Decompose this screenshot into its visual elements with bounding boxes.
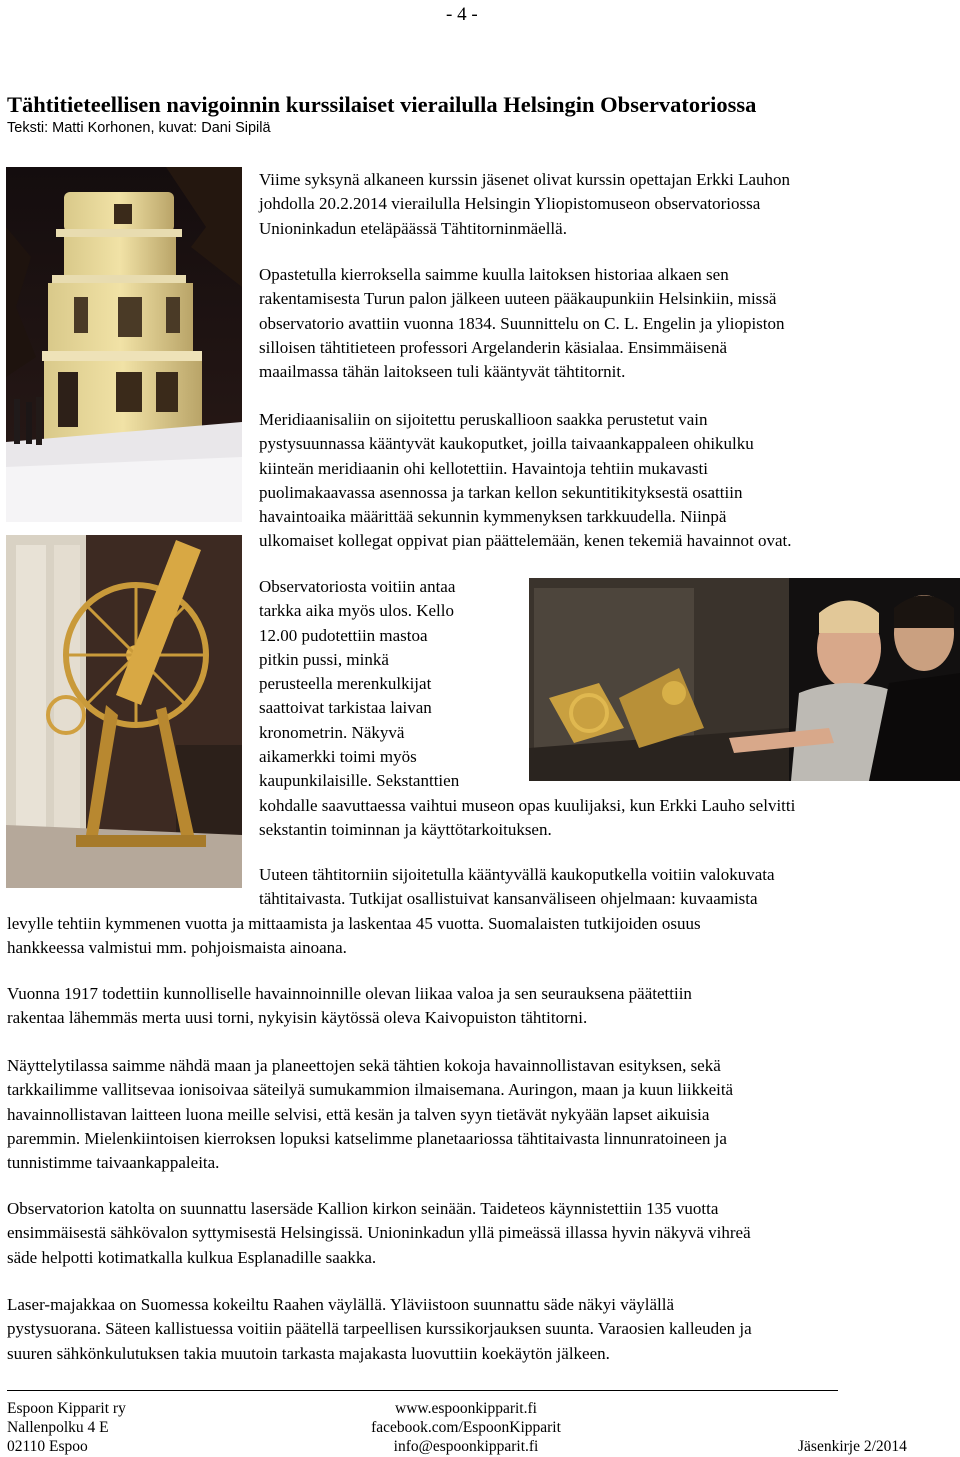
paragraph-4-line: perusteella merenkulkijat — [259, 674, 432, 694]
brass-telescope-photo — [6, 535, 242, 888]
paragraph-3-line: kiinteän meridiaanin ohi kellotettiin. Havaintoja tehtiin mukavasti — [259, 458, 708, 478]
paragraph-4-line: sekstantin toiminnan ja käyttötarkoituksen. — [259, 819, 552, 839]
paragraph-9-line: Laser-majakkaa on Suomessa kokeiltu Raahen väylällä. Yläviistoon suunnattu säde näkyi väylällä — [7, 1295, 675, 1314]
footer-address — [7, 1399, 126, 1456]
paragraph-1-line: Viime syksynä alkaneen kurssin jäsenet olivat kurssin opettajan Erkki Lauhon — [259, 170, 791, 189]
paragraph-1-line: johdolla 20.2.2014 vierailulla Helsingin Yliopistomuseon observatoriossa — [259, 194, 761, 214]
paragraph-6-line: Vuonna 1917 todettiin kunnolliselle havainnoinnille olevan liikaa valoa ja sen seurauksena päätettiin — [7, 984, 692, 1003]
paragraph-8-line: Observatorion katolta on suunnattu lasersäde Kallion kirkon seinään. Taideteos käynnistettiin 135 vuotta — [7, 1199, 719, 1218]
paragraph-5-line: hankkeessa valmistui mm. pohjoismaista ainoana. — [7, 937, 347, 957]
paragraph-4-line: kaupunkilaisille. Sekstanttien — [259, 771, 460, 791]
paragraph-4-line: tarkka aika myös ulos. Kello — [259, 601, 454, 621]
page-number: - 4 - — [446, 4, 478, 25]
paragraph-5 — [7, 863, 775, 960]
footer-email-link[interactable]: info@espoonkipparit.fi — [393, 1438, 539, 1455]
paragraph-7 — [7, 1054, 733, 1175]
paragraph-9-line: pystysuorana. Säteen kallistuessa voitiin päätellä tarpeellisen kurssikorjauksen suunta. Varaosien kalleuden ja — [7, 1319, 752, 1339]
paragraph-7-line: Näyttelytilassa saimme nähdä maan ja planeettojen sekä tähtien kokoja havainnollistavan esityksen, sekä — [7, 1056, 721, 1075]
paragraph-4 — [259, 575, 795, 842]
paragraph-1-line: Unioninkadun eteläpäässä Tähtitorninmäellä. — [259, 218, 567, 238]
paragraph-3-line: pystysuunnassa kääntyvät kaukoputket, joilla taivaankappaleen ohikulku — [259, 434, 754, 454]
paragraph-8-line: säde helpotti kotimatkalla kulkua Esplanadille saakka. — [7, 1247, 377, 1267]
paragraph-2-line: silloisen tähtitieteen professori Argelanderin käsialaa. Ensimmäisenä — [259, 337, 727, 357]
paragraph-2-line: rakentamisesta Turun palon jälkeen uuteen pääkaupunkiin Helsinkiin, missä — [259, 289, 777, 309]
paragraph-2 — [259, 263, 785, 384]
paragraph-5-line: levylle tehtiin kymmenen vuotta ja mittaamista ja laskentaa 45 vuotta. Suomalaisten tutkijoiden osuus — [7, 913, 701, 933]
footer-contacts — [358, 1399, 574, 1456]
paragraph-4-line: 12.00 pudotettiin mastoa — [259, 625, 428, 645]
footer-street: Nallenpolku 4 E — [7, 1419, 109, 1436]
paragraph-7-line: paremmin. Mielenkiintoisen kierroksen lopuksi katselimme planetaariossa tähtitaivasta linnunratoineen ja — [7, 1128, 727, 1148]
paragraph-4-line: aikamerkki toimi myös — [259, 747, 417, 767]
paragraph-5-line: Uuteen tähtitorniin sijoitetulla kääntyvällä kaukoputkella voitiin valokuvata — [259, 865, 775, 884]
footer-facebook-link[interactable]: facebook.com/EspoonKipparit — [371, 1419, 561, 1436]
footer-postal: 02110 Espoo — [7, 1438, 88, 1455]
observatory-photo — [6, 167, 242, 522]
paragraph-2-line: Opastetulla kierroksella saimme kuulla laitoksen historiaa alkaen sen — [259, 265, 729, 284]
footer-org-name: Espoon Kipparit ry — [7, 1400, 126, 1417]
paragraph-4-line: kronometrin. Näkyvä — [259, 722, 405, 742]
paragraph-4-line: pitkin pussi, minkä — [259, 649, 389, 669]
footer-divider — [7, 1390, 838, 1391]
paragraph-4-line: kohdalle saavuttaessa vaihtui museon opas kuulijaksi, kun Erkki Lauho selvitti — [259, 795, 796, 815]
paragraph-9 — [7, 1293, 752, 1366]
paragraph-3-line: puolimakaavassa asennossa ja tarkan kellon sekuntitikityksestä osattiin — [259, 482, 743, 502]
paragraph-2-line: observatorio avattiin vuonna 1834. Suunnittelu on C. L. Engelin ja yliopiston — [259, 313, 785, 333]
paragraph-1 — [259, 168, 790, 241]
paragraph-3-line: ulkomaiset kollegat oppivat pian päättelemään, kenen tekemiä havainnot ovat. — [259, 531, 792, 551]
paragraph-6 — [7, 982, 692, 1031]
paragraph-3-line: Meridiaanisaliin on sijoitettu peruskallioon saakka perustetut vain — [259, 410, 708, 429]
paragraph-7-line: tarkkailimme vallitsevaa ionisoivaa säteilyä sumukammion ilmaisemana. Auringon, maan ja kuun liikkeitä — [7, 1080, 734, 1100]
paragraph-9-line: suuren sähkönkulutuksen takia muutoin tarkasta majakasta luovuttiin koekäytön jälkeen. — [7, 1343, 610, 1363]
footer-website-link[interactable]: www.espoonkipparit.fi — [395, 1400, 537, 1417]
paragraph-5-line: tähtitaivasta. Tutkijat osallistuivat kansanväliseen ohjelmaan: kuvaamista — [259, 889, 758, 909]
paragraph-3 — [259, 408, 792, 554]
footer-issue: Jäsenkirje 2/2014 — [798, 1438, 907, 1455]
paragraph-3-line: havaintoaika määrittää sekunnin kymmenyksen tarkkuudella. Niinpä — [259, 507, 727, 527]
paragraph-6-line: rakentaa lähemmäs merta uusi torni, nykyisin käytössä oleva Kaivopuiston tähtitorni. — [7, 1008, 588, 1028]
paragraph-2-line: maailmassa tähän laitokseen tuli kääntyvät tähtitornit. — [259, 362, 626, 382]
article-byline: Teksti: Matti Korhonen, kuvat: Dani Sipilä — [7, 120, 271, 136]
paragraph-7-line: havainnollistavan laitteen luona meille selvisi, että kesän ja talven syyn tietävät nykyään lapset aikuisia — [7, 1104, 710, 1124]
paragraph-8 — [7, 1197, 751, 1270]
paragraph-7-line: tunnistimme taivaankappaleita. — [7, 1153, 220, 1173]
paragraph-4-line: saattoivat tarkistaa laivan — [259, 698, 432, 718]
article-title: Tähtitieteellisen navigoinnin kurssilaiset vierailulla Helsingin Observatoriossa — [7, 92, 757, 117]
paragraph-4-line: Observatoriosta voitiin antaa — [259, 577, 456, 596]
paragraph-8-line: ensimmäisestä sähkövalon syttymisestä Helsingissä. Unioninkadun yllä pimeässä illassa hyvin näkyvä vihreä — [7, 1223, 751, 1243]
